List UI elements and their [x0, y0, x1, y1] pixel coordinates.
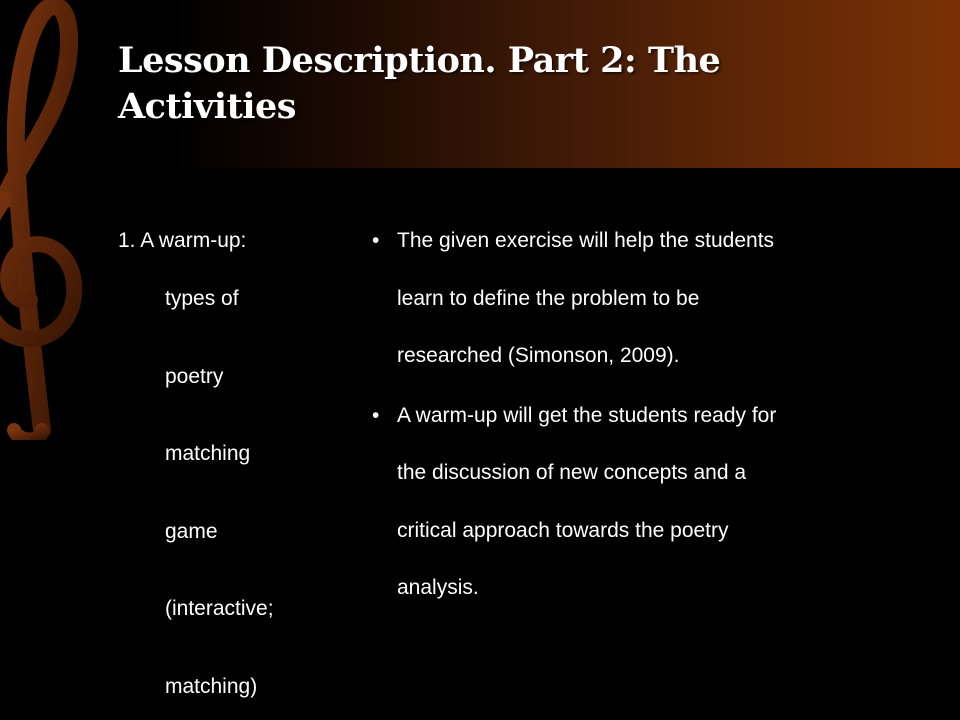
rationale-bullet	[370, 212, 850, 385]
bullet-line: critical approach towards the poetry	[397, 518, 729, 542]
slide-title	[118, 38, 838, 130]
rationale-bullet	[370, 387, 850, 617]
bullet-text	[397, 387, 850, 617]
activity-sub-line: (interactive;	[165, 597, 274, 620]
activity-sub-line: matching)	[165, 674, 258, 698]
activity-sub-line: matching	[165, 442, 251, 465]
activity-sub-line: game	[165, 519, 218, 543]
bullet-line: the discussion of new concepts and a	[397, 461, 747, 484]
slide-title-line-2: Activities	[118, 86, 296, 127]
bullet-dot: •	[372, 229, 380, 252]
activity-sub-line: types of	[165, 287, 239, 310]
bullet-dot: •	[372, 403, 380, 427]
bullet-line: analysis.	[397, 576, 479, 599]
bullet-line: learn to define the problem to be	[397, 286, 700, 310]
bullet-text	[397, 212, 850, 385]
activity-lead: 1. A warm-up:	[118, 229, 247, 252]
activity-sub-line: poetry	[165, 364, 224, 388]
bullet-line: The given exercise will help the students	[397, 229, 775, 252]
activity-sub-list	[118, 280, 348, 720]
bullet-line: A warm-up will get the students ready for	[397, 403, 777, 427]
slide-title-line-1: Lesson Description. Part 2: The	[118, 40, 721, 81]
treble-clef-icon	[0, 0, 100, 440]
rationale-bullet-list	[370, 222, 850, 617]
activity-column	[118, 222, 348, 720]
bullet-line: researched (Simonson, 2009).	[397, 344, 680, 367]
